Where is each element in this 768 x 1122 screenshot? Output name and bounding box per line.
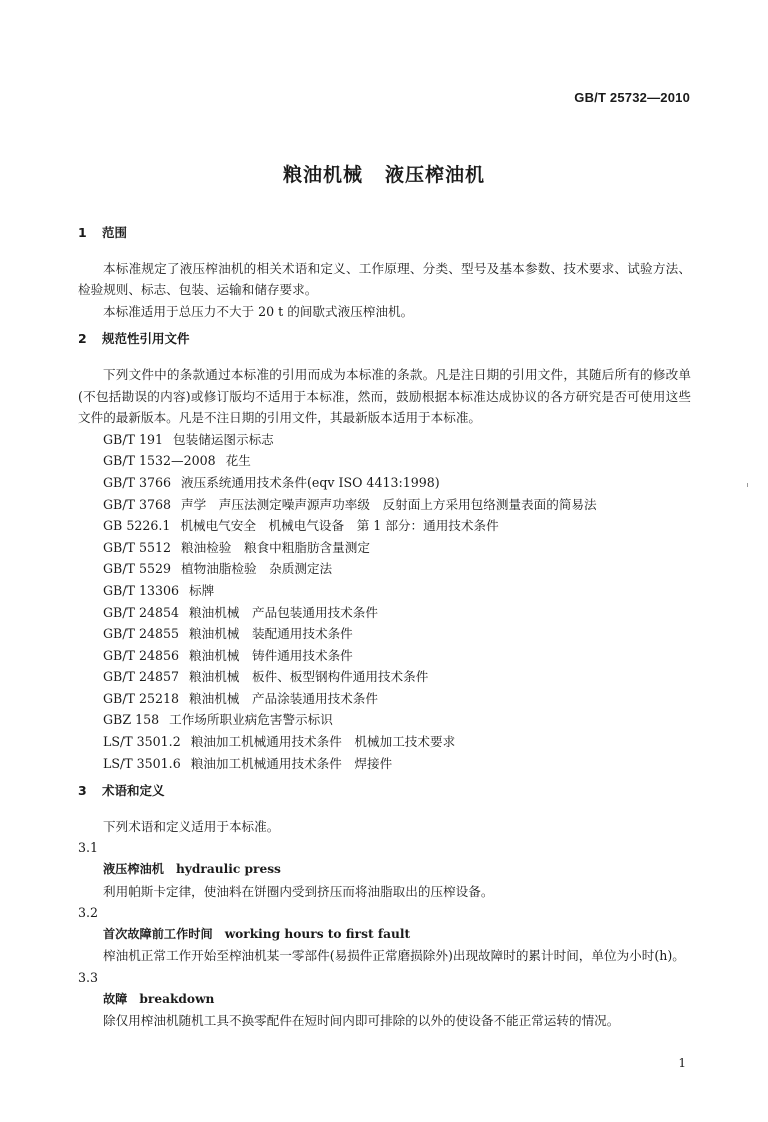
reference-title: 粮油机械 产品涂装通用技术条件 [189, 690, 378, 706]
reference-item [78, 645, 691, 667]
reference-item [78, 558, 691, 580]
reference-item [78, 709, 691, 731]
reference-item [78, 753, 691, 775]
section-title: 范围 [102, 225, 128, 240]
reference-item [78, 623, 691, 645]
reference-item [78, 580, 691, 602]
reference-title: 花生 [225, 453, 251, 469]
reference-code: GB/T 3768 [103, 496, 172, 512]
reference-code: GB/T 25218 [103, 690, 180, 706]
reference-code: GB/T 191 [103, 431, 163, 447]
section-heading-scope [78, 222, 691, 244]
reference-title: 包装储运图示标志 [173, 431, 274, 447]
reference-code: GB/T 5529 [103, 561, 172, 577]
reference-item [78, 602, 691, 624]
term-chinese: 液压榨油机 [103, 862, 164, 877]
reference-title: 粮油加工机械通用技术条件 焊接件 [190, 755, 393, 771]
term-chinese: 故障 [103, 991, 128, 1006]
reference-item [78, 537, 691, 559]
section-title: 术语和定义 [102, 783, 165, 799]
term-heading [78, 989, 691, 1011]
section-number: 2 [78, 331, 87, 347]
margin-mark [747, 483, 748, 487]
normative-intro: 下列文件中的条款通过本标准的引用而成为本标准的条款。凡是注日期的引用文件，其随后所有的修改单(不包括勘误的内容)或修订版均不适用于本标准，然而，鼓励根据本标准达成协议的各方研究是否可使用这些文件的最新版本。凡是不注日期的引用文件，其最新版本适用于本标准。 [78, 366, 691, 426]
reference-code: GB/T 24856 [103, 647, 180, 663]
reference-code: GB/T 24854 [103, 604, 180, 620]
reference-item [78, 472, 691, 494]
section-heading-normative-references [78, 328, 691, 350]
term-chinese: 首次故障前工作时间 [103, 926, 213, 941]
reference-item [78, 429, 691, 451]
reference-title: 粮油检验 粮食中粗脂肪含量测定 [181, 539, 370, 555]
scope-paragraph: 本标准规定了液压榨油机的相关术语和定义、工作原理、分类、型号及基本参数、技术要求、试验方法、检验规则、标志、包装、运输和储存要求。 [78, 260, 691, 298]
reference-code: LS/T 3501.6 [103, 755, 181, 771]
reference-title: 标牌 [189, 582, 215, 598]
standard-code: GB/T 25732—2010 [574, 90, 690, 105]
reference-title: 机械电气安全 机械电气设备 第 1 部分：通用技术条件 [180, 518, 499, 534]
reference-code: GB/T 5512 [103, 539, 172, 555]
section-heading-terms [78, 780, 691, 802]
reference-title: 植物油脂检验 杂质测定法 [181, 561, 333, 577]
reference-item [78, 666, 691, 688]
term-list [78, 837, 691, 1031]
term-heading [78, 859, 691, 881]
term-definition: 榨油机正常工作开始至榨油机某一零部件(易损件正常磨损除外)出现故障时的累计时间，单位为小时(h)。 [103, 948, 685, 964]
term-english: working hours to first fault [224, 926, 411, 941]
reference-item [78, 731, 691, 753]
reference-title: 粮油机械 铸件通用技术条件 [189, 647, 353, 663]
document-body [78, 222, 691, 1032]
reference-title: 粮油加工机械通用技术条件 机械加工技术要求 [190, 734, 456, 750]
term-definition: 除仅用榨油机随机工具不换零配件在短时间内即可排除的以外的使设备不能正常运转的情况。 [103, 1013, 620, 1029]
reference-title: 粮油机械 板件、板型钢构件通用技术条件 [189, 669, 429, 685]
reference-code: LS/T 3501.2 [103, 734, 181, 750]
title-part-2: 液压榨油机 [385, 164, 486, 186]
term-definition: 利用帕斯卡定律，使油料在饼圈内受到挤压而将油脂取出的压榨设备。 [103, 883, 494, 899]
reference-code: GB/T 24855 [103, 626, 180, 642]
reference-item [78, 494, 691, 516]
document-title [0, 160, 768, 187]
reference-list [78, 429, 691, 775]
reference-item [78, 515, 691, 537]
term-heading [78, 924, 691, 946]
scope-paragraph: 本标准适用于总压力不大于 20 t 的间歇式液压榨油机。 [103, 303, 414, 319]
term-number: 3.1 [78, 840, 99, 856]
reference-title: 工作场所职业病危害警示标识 [169, 712, 333, 728]
reference-item [78, 450, 691, 472]
reference-code: GB/T 24857 [103, 669, 180, 685]
term-english: hydraulic press [175, 862, 281, 877]
reference-code: GB/T 13306 [103, 582, 180, 598]
reference-title: 粮油机械 装配通用技术条件 [189, 626, 353, 642]
reference-code: GB/T 1532—2008 [103, 453, 216, 469]
term-english: breakdown [139, 991, 215, 1006]
reference-code: GBZ 158 [103, 712, 160, 728]
terms-intro: 下列术语和定义适用于本标准。 [103, 818, 280, 834]
term-number: 3.3 [78, 970, 99, 985]
reference-code: GB/T 3766 [103, 474, 172, 490]
title-part-1: 粮油机械 [282, 164, 363, 186]
section-number: 3 [78, 783, 87, 799]
reference-item [78, 688, 691, 710]
reference-title: 液压系统通用技术条件(eqv ISO 4413:1998) [181, 474, 440, 490]
reference-title: 声学 声压法测定噪声源声功率级 反射面上方采用包络测量表面的简易法 [181, 496, 597, 512]
reference-title: 粮油机械 产品包装通用技术条件 [189, 604, 378, 620]
reference-code: GB 5226.1 [103, 518, 171, 534]
term-number: 3.2 [78, 905, 99, 921]
section-title: 规范性引用文件 [102, 331, 190, 347]
section-number: 1 [78, 225, 87, 240]
page-number: 1 [678, 1056, 686, 1070]
